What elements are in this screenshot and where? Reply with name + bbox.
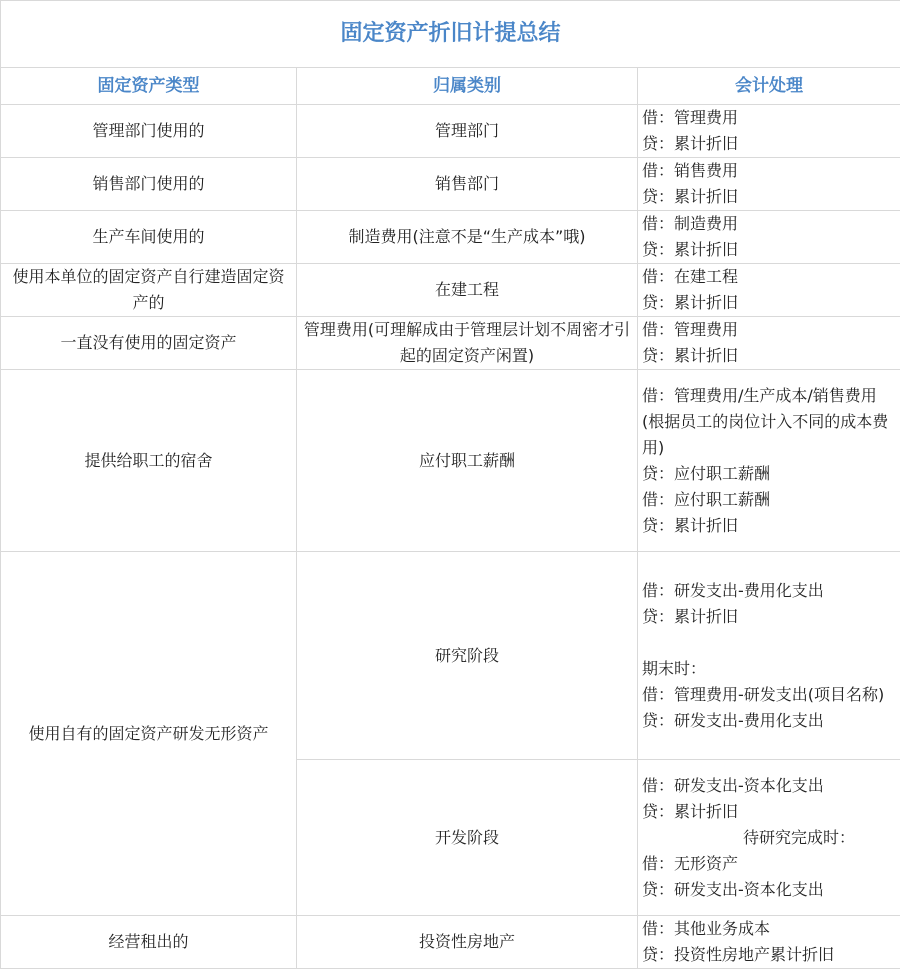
header-asset-type: 固定资产类型: [1, 68, 297, 105]
category-cell: 管理费用(可理解成由于管理层计划不周密才引起的固定资产闲置): [297, 317, 638, 370]
asset-type-cell: 生产车间使用的: [1, 211, 297, 264]
entry-line: 贷：累计折旧: [642, 513, 896, 539]
entry-line: 贷：累计折旧: [642, 799, 896, 825]
table-row: [1, 158, 900, 211]
entry-cell: [638, 211, 900, 264]
entry-line: 借：管理费用: [642, 105, 896, 131]
entry-line: 借：管理费用: [642, 317, 896, 343]
entry-line: [642, 630, 896, 656]
entry-line: 贷：应付职工薪酬: [642, 461, 896, 487]
entry-cell: [638, 916, 900, 969]
entry-line: 借：管理费用-研发支出(项目名称): [642, 682, 896, 708]
asset-type-cell: 管理部门使用的: [1, 105, 297, 158]
entry-cell: [638, 158, 900, 211]
asset-type-cell: 一直没有使用的固定资产: [1, 317, 297, 370]
entry-line: 借：研发支出-费用化支出: [642, 578, 896, 604]
table-row: [1, 264, 900, 317]
entry-line: 贷：累计折旧: [642, 604, 896, 630]
category-cell: 应付职工薪酬: [297, 370, 638, 552]
entry-line: 贷：累计折旧: [642, 343, 896, 369]
entry-line: 贷：研发支出-资本化支出: [642, 877, 896, 903]
asset-type-cell: 提供给职工的宿舍: [1, 370, 297, 552]
entry-line: 借：其他业务成本: [642, 916, 896, 942]
table-title: 固定资产折旧计提总结: [1, 1, 900, 68]
entry-line: 贷：研发支出-费用化支出: [642, 708, 896, 734]
entry-cell: [638, 105, 900, 158]
entry-line: 贷：累计折旧: [642, 131, 896, 157]
header-accounting: 会计处理: [638, 68, 900, 105]
asset-type-cell: 经营租出的: [1, 916, 297, 969]
entry-cell: [638, 552, 900, 760]
entry-cell: [638, 760, 900, 916]
entry-line: 期末时：: [642, 656, 896, 682]
category-cell: 管理部门: [297, 105, 638, 158]
asset-type-cell: 使用自有的固定资产研发无形资产: [1, 552, 297, 916]
entry-line: 借：销售费用: [642, 158, 896, 184]
entry-line: 借：管理费用/生产成本/销售费用(根据员工的岗位计入不同的成本费用): [642, 383, 896, 461]
table-row: [1, 916, 900, 969]
table-row: [1, 552, 900, 760]
asset-type-cell: 销售部门使用的: [1, 158, 297, 211]
entry-line: 待研究完成时：: [642, 825, 896, 851]
entry-line: 贷：累计折旧: [642, 290, 896, 316]
table-row: [1, 317, 900, 370]
entry-line: 借：应付职工薪酬: [642, 487, 896, 513]
entry-line: 贷：累计折旧: [642, 184, 896, 210]
entry-line: 借：研发支出-资本化支出: [642, 773, 896, 799]
entry-line: 借：在建工程: [642, 264, 896, 290]
entry-line: 贷：累计折旧: [642, 237, 896, 263]
table-row: [1, 105, 900, 158]
table-row: [1, 211, 900, 264]
category-cell: 制造费用(注意不是“生产成本”哦): [297, 211, 638, 264]
entry-cell: [638, 264, 900, 317]
entry-cell: [638, 370, 900, 552]
entry-line: 贷：投资性房地产累计折旧: [642, 942, 896, 968]
entry-cell: [638, 317, 900, 370]
header-category: 归属类别: [297, 68, 638, 105]
entry-line: 借：无形资产: [642, 851, 896, 877]
category-cell: 研究阶段: [297, 552, 638, 760]
category-cell: 开发阶段: [297, 760, 638, 916]
category-cell: 在建工程: [297, 264, 638, 317]
category-cell: 投资性房地产: [297, 916, 638, 969]
asset-type-cell: 使用本单位的固定资产自行建造固定资产的: [1, 264, 297, 317]
category-cell: 销售部门: [297, 158, 638, 211]
table-row: [1, 370, 900, 552]
entry-line: 借：制造费用: [642, 211, 896, 237]
